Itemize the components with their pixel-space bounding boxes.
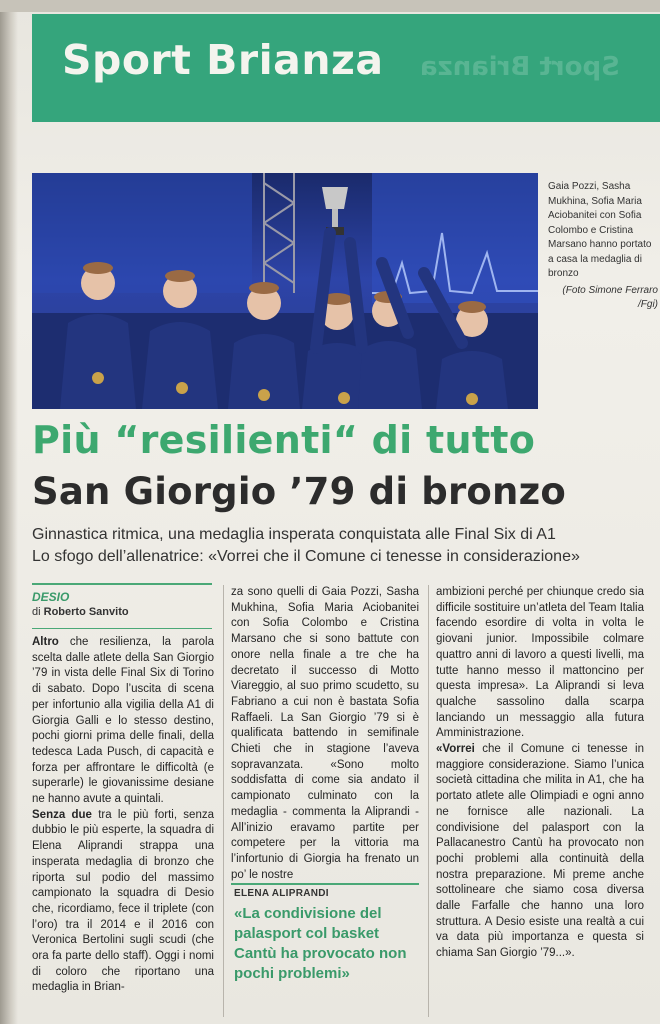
team-photo-illustration (32, 173, 538, 409)
dateline-location: DESIO (32, 590, 70, 604)
byline-author: Roberto Sanvito (43, 606, 129, 618)
lead-bold: Senza due (32, 808, 92, 821)
article-paragraph (32, 635, 214, 808)
article-column-3 (436, 585, 644, 1015)
paragraph-text: tra le più forti, senza dubbio le più esperte, la squadra di Elena Aliprandi strappa una insperata medaglia di bronzo che riporta sul podio del massimo campionato la squadra di Desio che, ricordiamo, fece il triplete (con l’oro) tra il 2014 e il 2016 con Veronica Bertolini sugli scudi (che ora fa parte dello staff). Oggi i nomi di coloro che riportano una medaglia in Brian- (32, 808, 214, 994)
column-rule (223, 585, 224, 1017)
byline (32, 606, 129, 618)
paragraph-text: za sono quelli di Gaia Pozzi, Sasha Mukhina, Sofia Maria Aciobanitei con Sofia Colombo e Cristina Marsano che si sono battute con onore nella finale a tre che ha decretato il successo di Motto Viareggio, al suo primo scudetto, su Fabriano a cui non è bastata Sofia Raffaeli. La San Giorgio ’79 si è qualificata battendo in semifinale Chieti che in stagione l’aveva sopravanzata. «Sono molto soddisfatta di come sia andato il campionato culminato con la medaglia - commenta la Aliprandi - All’inizio eravamo partite per competere per la vittoria ma l’infortunio di Giorgia ha frenato un po’ le nostre (231, 586, 419, 881)
column-rule (428, 585, 429, 1017)
pullquote-author: ELENA ALIPRANDI (234, 888, 329, 899)
show-through-text: Sport Brianza (420, 52, 620, 82)
photo-caption (548, 180, 658, 313)
pullquote-rule (231, 883, 419, 885)
lead-bold: «Vorrei (436, 743, 475, 756)
subheadline (32, 524, 652, 568)
trophy-icon (322, 187, 348, 235)
article-paragraph (436, 742, 644, 962)
paragraph-text: che il Comune ci tenesse in maggiore considerazione. Siamo l’unica società cittadina che milita in A1, che ha portato atlete alle Olimpiadi e ogni anno ne fornisce alle nazionali. La condivisione del palasport con la Pallacanestro Cantù ha provocato non pochi problemi alla continuità della nostra preparazione. Mi preme anche sottolineare che siamo cosa diversa dalle Farfalle che hanno una loro struttura. A Desio esiste una realtà a cui va data più importanza e questa si chiama San Giorgio ’79...». (436, 743, 644, 960)
subhead-line-2: Lo sfogo dell’allenatrice: «Vorrei che il Comune ci tenesse in considerazione» (32, 548, 580, 565)
lead-bold: Altro (32, 636, 59, 648)
photo-credit: (Foto Simone Ferraro /Fgi) (562, 284, 658, 310)
caption-text: Gaia Pozzi, Sasha Mukhina, Sofia Maria Aciobanitei con Sofia Colombo e Cristina Marsano hanno portato a casa la medaglia di bronzo (548, 181, 652, 279)
top-page-strip (0, 0, 660, 12)
section-title: Sport Brianza (62, 36, 384, 84)
pullquote-text: «La condivisione del palasport col basket Cantù ha provocato non pochi problemi» (234, 905, 407, 982)
article-column-2 (231, 585, 419, 885)
byline-top-rule (32, 583, 212, 585)
byline-bottom-rule (32, 628, 212, 629)
page-binding-shadow (0, 0, 18, 1024)
paragraph-text: che resilienza, la parola scelta dalle atlete della San Giorgio ’79 in vista delle Final Six di Torino di sabato. Dopo l’uscita di scena per infortunio alla vigilia della A1 di Giorgia Galli e lo stesso destino, pochi giorni prima delle finali, della tedesca Lada Pusch, di capacità e forza per affrontare le difficoltà (e superarle) le giovanissime desiane ne hanno avute a quintali. (32, 636, 214, 806)
subhead-line-1: Ginnastica ritmica, una medaglia insperata conquistata alle Final Six di A1 (32, 526, 556, 543)
team-photo (32, 173, 538, 409)
paragraph-text: ambizioni perché per chiunque credo sia difficile sostituire un’atleta del Team Italia facendo esordire di volta in volta le giovani junior. Impossibile colmare quattro anni di lavoro a questi livelli, ma tutte hanno messo il mattoncino per questa impresa». La Aliprandi si leva qualche sassolino dalla scarpa lanciando un messaggio alla futura Amministrazione. (436, 586, 644, 740)
article-column-1 (32, 635, 214, 1020)
byline-prefix: di (32, 606, 41, 618)
article-paragraph (32, 808, 214, 996)
main-headline: San Giorgio ’79 di bronzo (32, 470, 566, 513)
kicker-headline: Più “resilienti“ di tutto (32, 418, 536, 462)
